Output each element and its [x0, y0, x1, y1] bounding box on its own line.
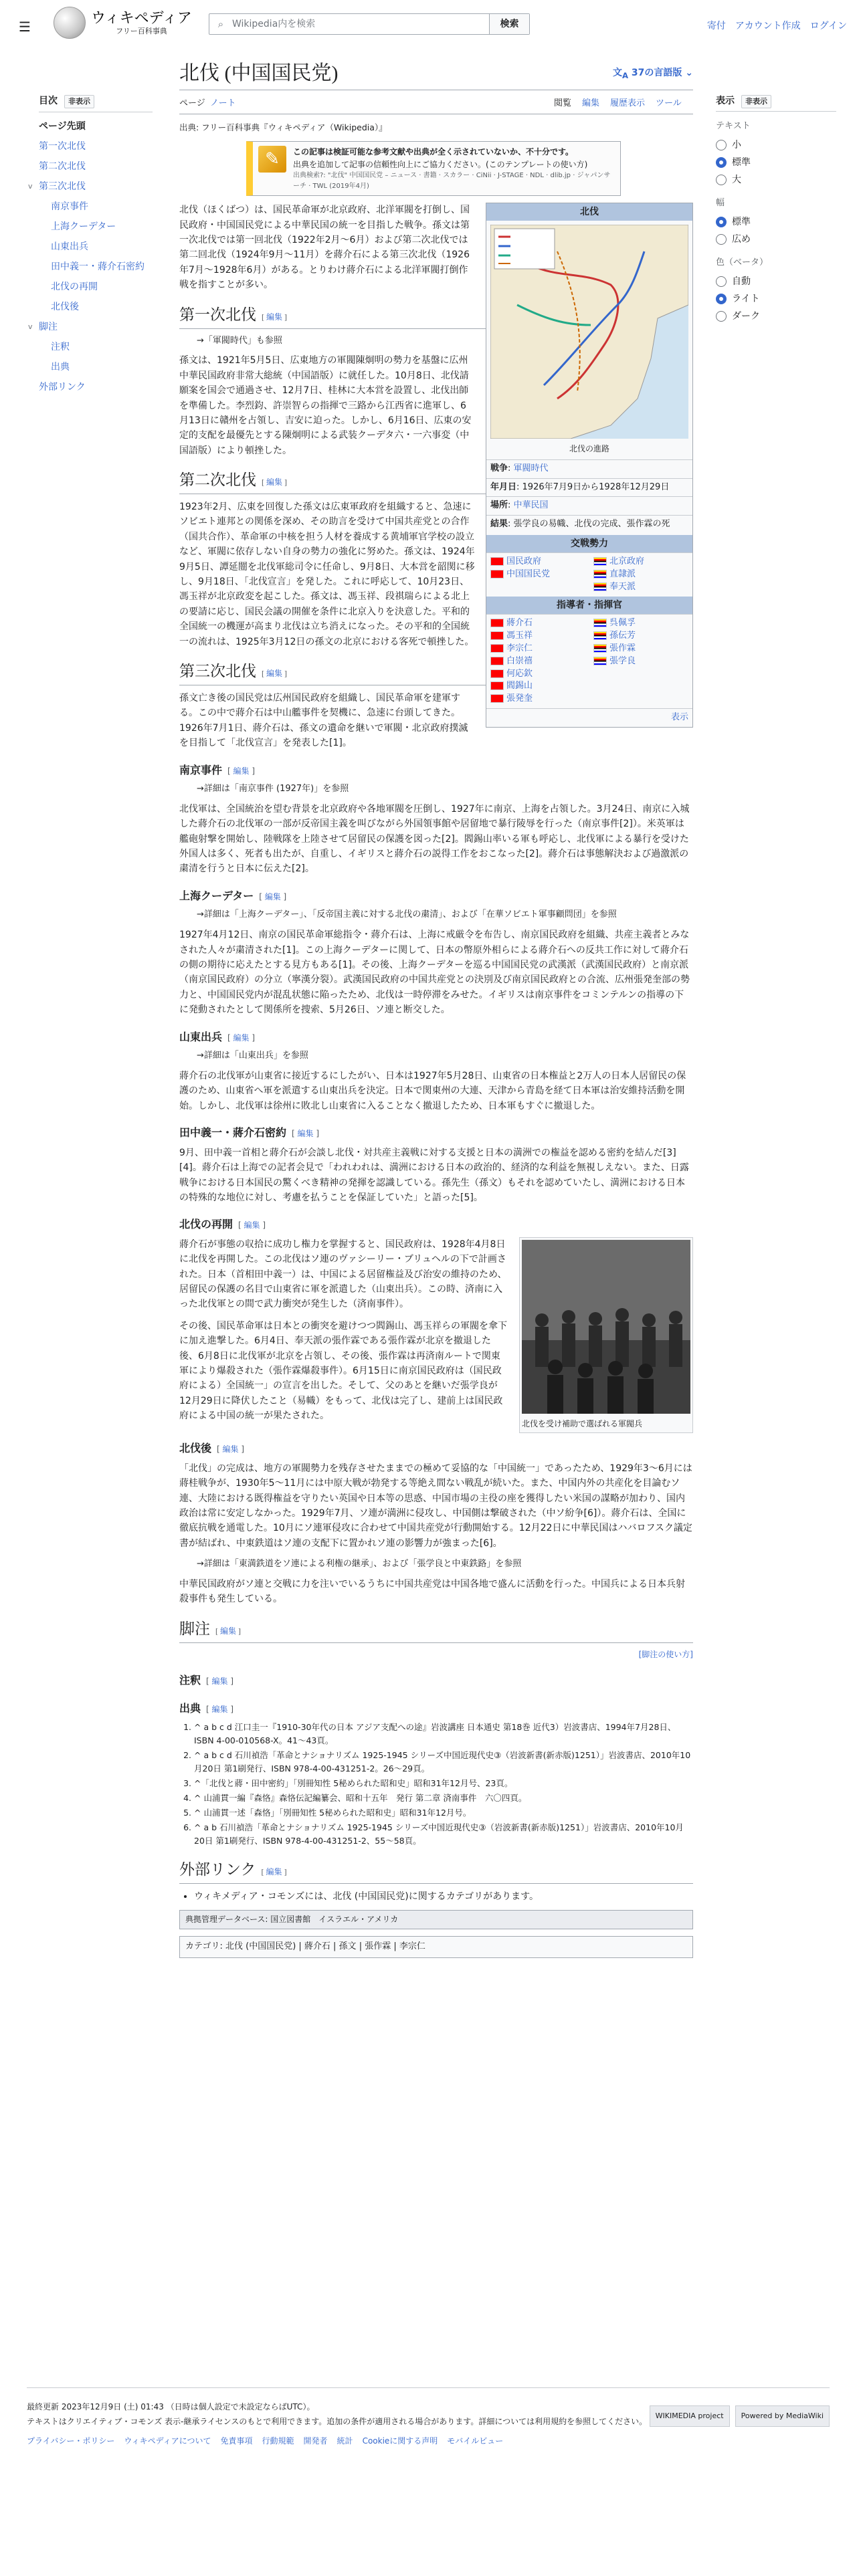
external-links	[179, 1889, 693, 1904]
site-name: ウィキペディア	[91, 9, 192, 27]
radio-button[interactable]	[716, 311, 727, 322]
subsection-heading: 南京事件 [ 編集 ]	[179, 763, 256, 776]
toc-item[interactable]	[39, 357, 153, 377]
ambox-notice	[246, 141, 621, 196]
commanders-a	[486, 615, 589, 708]
sideA-item	[490, 568, 585, 581]
photo-caption: 北伐を受け補助で選ばれる軍閥兵	[522, 1419, 643, 1429]
tab-tools[interactable]: ツール	[656, 98, 682, 108]
edit-link[interactable]: 編集	[220, 1626, 237, 1636]
entity-link[interactable]: 張学良	[609, 655, 636, 666]
radio-option[interactable]	[716, 308, 836, 325]
flag-icon	[490, 669, 504, 678]
toggle-chevron-icon[interactable]: v	[28, 182, 33, 191]
entity-link[interactable]: 呉佩孚	[609, 618, 636, 629]
footer-link[interactable]: 開発者	[303, 2436, 328, 2446]
entity-link[interactable]: 閻錫山	[506, 681, 533, 691]
paragraph: 1927年4月12日、南京の国民革命軍総指令・蔣介石は、上海に戒厳令を布告し、南京国民政府を組織、共産主義者とみなされた人々が粛清された[1]。この上海クーデターに関して、日本の幣原外相らによる蔣介石への反共工作に対して蔣介石の側の期待に応えたとする見方もある[1]。その後、上海クーデターを巡る中国国民党の武漢派（武漢国民政府）と南京派（南京国民政府）の分立（寧漢分裂）。武漢国民政府の中国共産党との決別及び南京国民政府との合流、広州張発奎部の勢力と、中国国民党内が混乱状態に陥ったため、北伐は一時停滞をみせた。イギリスは南京事件をコミンテルンの指導の下に発動されたとして関係所を捜索、5月26日、ソ連と断交した。	[179, 930, 690, 1016]
sideA-item	[490, 556, 585, 568]
map-caption: 北伐の進路	[569, 444, 609, 454]
subsection-heading: 山東出兵 [ 編集 ]	[179, 1030, 256, 1043]
category-bar[interactable]: カテゴリ: 北伐 (中国国民党) | 蔣介石 | 孫文 | 張作霖 | 李宗仁	[179, 1936, 693, 1958]
belligerents-header: 交戦勢力	[486, 535, 692, 552]
cmdA-item	[490, 693, 585, 706]
sideB-item	[593, 568, 688, 581]
place-value[interactable]: 中華民国	[513, 500, 549, 511]
wikimedia-badge[interactable]: WIKIMEDIA project	[650, 2405, 730, 2427]
entity-link[interactable]: 李宗仁	[506, 643, 533, 653]
notes-section	[179, 1619, 693, 1958]
radio-option[interactable]	[716, 273, 836, 290]
toc-item-label: 出典	[51, 362, 70, 373]
paragraph: 9月、田中義一首相と蔣介石が会談し北伐・対共産主義戦に対する支援と日本の満洲での権益を認める密約を結んだ[3][4]。蔣介石は上海での記者会見で「われわれは、満洲における日本の政治的、経済的な利益を無視しえない。また、日露戦争における日本国民の驚くべき精神の発揮を認識している。孫先生（孫文）もそれを認めていたし、満洲における日本の特殊的な地位に対し、考慮を払うことを保証していた」と語った[5]。	[179, 1147, 689, 1203]
radio-button[interactable]	[716, 294, 727, 304]
edit-link[interactable]: 編集	[266, 668, 283, 678]
tab-talk[interactable]: ノート	[210, 98, 236, 108]
cmdA-item	[490, 655, 585, 668]
ambox-body: 出典を追加して記事の信頼性向上にご協力ください。(このテンプレートの使い方)	[293, 159, 588, 169]
flag-icon	[593, 657, 607, 665]
paragraph: 蔣介石の北伐軍が山東省に接近するにしたがい、日本は1927年5月28日、山東省の日本権益と2万人の日本人居留民の保護のため、山東省へ軍を派遣する山東出兵を決定。日本で関東州の大連、天津から青島を経て日本軍は治安維持活動を開始。しかし、北伐軍は徐州に敗北し山東省に入ることなく撤退したため、日本軍もすぐに撤退した。	[179, 1071, 686, 1111]
belligerents-b	[589, 553, 692, 597]
entity-link[interactable]: 国民政府	[506, 556, 542, 567]
footer	[27, 2387, 830, 2448]
infobox-map[interactable]	[486, 221, 692, 459]
notes-help-link[interactable]: [脚注の使い方]	[638, 1649, 693, 1659]
edit-link[interactable]: 編集	[297, 1129, 314, 1139]
hatnote[interactable]: →「軍閥時代」も参照	[197, 335, 282, 346]
footer-links	[27, 2435, 830, 2448]
flag-icon	[490, 681, 504, 690]
toc-item-label: 山東出兵	[51, 241, 88, 253]
subsection-heading: 注釈 [ 編集 ]	[179, 1674, 234, 1687]
hatnote[interactable]: →詳細は「南京事件 (1927年)」を参照	[197, 784, 349, 794]
paragraph: 北伐軍は、全国統治を望む背景を北京政府や各地軍閥を圧倒し、1927年に南京、上海を占領した。3月24日、南京に入城した蔣介石の北伐軍の一部が反帝国主義を叫びながら外国領事館や居留地で暴行陵辱を行った（南京事件[2]）。米英軍は艦砲射撃を開始し、陸戦隊を上陸させて居留民の保護を図った[2]。閻錫山率いる軍も呼応し、北伐軍による暴行を受けた外国人は多く、死者も出たが、自重し、イギリスと蔣介石の説得工作をおこなった[2]。蔣介石は事態解決および過激派の粛清を行うと日本に伝えた[2]。	[179, 803, 690, 875]
reference-item: 3. ^「北伐と蔣・田中密約」「別冊知性 5秘められた昭和史」昭和31年12月号、23頁。	[194, 1777, 693, 1790]
radio-button[interactable]	[716, 140, 727, 150]
radio-label: ライト	[732, 293, 760, 304]
flag-icon	[593, 644, 607, 653]
reference-item: 6. ^ a b 石川禎浩「革命とナショナリズム 1925-1945 シリーズ中国近現代史③（岩波新書(新赤版)1251）」岩波書店、2010年10月20日 第1刷発行、ISBN 978-4-00-431251-2、55〜58頁。	[194, 1821, 693, 1848]
appearance-sidebar	[716, 94, 836, 325]
paragraph: 蔣介石が事態の収拾に成功し権力を掌握すると、国民政府は、1928年4月8日に北伐を再開した。この北伐はソ連のヴァシーリー・ブリュヘルの下で計画された。日本（首相田中義一）は、中国による居留権益及び治安の維持のため、居留民の保護の名目で山東省に軍を派遣した（山東出兵）。この時、済南に入った北伐軍との間で武力衝突が発生した（済南事件）。	[179, 1239, 507, 1310]
cmdB-item	[593, 643, 688, 655]
radio-option[interactable]	[716, 154, 836, 171]
toc-list	[28, 116, 153, 397]
search-input[interactable]: Wikipedia内を検索	[232, 18, 316, 29]
toc-item-label: 南京事件	[51, 201, 88, 213]
section-title: 脚注	[179, 1620, 210, 1637]
belligerents	[486, 552, 692, 597]
date-value: 1926年7月9日から1928年12月29日	[522, 481, 670, 492]
flag-icon	[490, 657, 504, 665]
section-heading: 第三次北伐 [ 編集 ]	[179, 661, 693, 685]
cmdA-item	[490, 668, 585, 681]
edit-link[interactable]: 編集	[222, 1444, 239, 1455]
edit-link[interactable]: 編集	[233, 766, 250, 776]
photo-thumb[interactable]	[519, 1237, 693, 1433]
footer-link[interactable]: 行動規範	[262, 2436, 294, 2446]
site-logo[interactable]	[54, 7, 192, 39]
section-heading: 第一次北伐 [ 編集 ]	[179, 305, 693, 329]
header	[0, 0, 859, 47]
toc-item-label: 外部リンク	[39, 382, 86, 393]
entity-link[interactable]: 白崇禧	[506, 655, 533, 666]
toc-item-label: 田中義一・蔣介石密約	[51, 261, 145, 273]
radio-label: 大	[732, 175, 741, 186]
entity-link[interactable]: 北京政府	[609, 556, 645, 567]
footer-link[interactable]: 統計	[337, 2436, 353, 2446]
search-box	[209, 13, 530, 35]
entity-link[interactable]: 中国国民党	[506, 569, 551, 580]
page-title: 北伐 (中国国民党)	[179, 60, 693, 90]
infobox-war: 戦争: 軍閥時代	[486, 459, 692, 478]
page-tabs	[179, 90, 693, 114]
radio-label: 標準	[732, 216, 751, 227]
radio-button[interactable]	[716, 234, 727, 245]
entity-link[interactable]: 蔣介石	[506, 618, 533, 629]
radio-button[interactable]	[716, 276, 727, 287]
commanders-header: 指導者・指揮官	[486, 597, 692, 614]
edit-link[interactable]: 編集	[266, 1867, 282, 1877]
toc-item[interactable]	[39, 337, 153, 357]
paragraph: その後、国民革命軍は日本との衝突を避けつつ閻錫山、馮玉祥らの軍閥を傘下に加え進撃した。6月4日、奉天派の張作霖である張作霖が北京を撤退した後、6月8日に北伐軍が北京を占領し、その後、張作霖は再済南ルートで関東軍により爆殺された（張作霖爆殺事件）。6月15日に南京国民政府は（国民政府による）全国統一」の宣言を出した。そして、父のあとを継いだ張学良が12月29日に降伏したこと（易幟）をもって、北伐は完了し、建前上は国民政府による中国の統一が果たされた。	[179, 1320, 507, 1422]
subsection-title: 北伐の再開	[179, 1218, 233, 1231]
book-icon: ✎	[258, 146, 286, 173]
ambox-title: この記事は検証可能な参考文献や出典が全く示されていないか、不十分です。	[293, 147, 574, 156]
commanders	[486, 614, 692, 708]
radio-label: 広め	[732, 233, 751, 245]
footer-link[interactable]: Cookieに関する声明	[362, 2436, 438, 2446]
flag-icon	[490, 631, 504, 640]
main-menu-icon[interactable]: ☰	[19, 19, 31, 35]
entity-link[interactable]: 張作霖	[609, 643, 636, 653]
section-heading: 脚注 [ 編集 ]	[179, 1619, 693, 1643]
toc-item-label: 第二次北伐	[39, 161, 86, 173]
subsection-title: 出典	[179, 1701, 201, 1715]
entity-link[interactable]: 直隷派	[609, 569, 636, 580]
hatnote[interactable]: →詳細は「東満鉄道をソ連による利権の継承」、および「張学良と中東鉄路」を参照	[197, 1559, 522, 1570]
subsection-title: 南京事件	[179, 763, 223, 776]
toc-item-label: 第一次北伐	[39, 141, 86, 152]
subsection-title: 注釈	[179, 1674, 201, 1687]
toc-item-label: 脚注	[39, 322, 58, 333]
toc-title: 目次	[39, 96, 58, 106]
radio-label: 小	[732, 140, 741, 151]
subsection-heading: 出典 [ 編集 ]	[179, 1701, 234, 1715]
radio-button[interactable]	[716, 217, 727, 227]
radio-button[interactable]	[716, 175, 727, 185]
subsection-heading: 北伐後 [ 編集 ]	[179, 1442, 245, 1455]
globe-icon	[54, 7, 86, 39]
toc-sidebar	[28, 94, 153, 397]
subsection-heading: 上海クーデター [ 編集 ]	[179, 889, 287, 902]
footer-link[interactable]: モバイルビュー	[447, 2436, 504, 2446]
cmdB-item	[593, 655, 688, 668]
result-label: 結果	[490, 519, 508, 530]
flag-icon	[490, 694, 504, 703]
flag-icon	[593, 582, 607, 591]
commons-link[interactable]: • ウィキメディア・コモンズには、北伐 (中国国民党)に関するカテゴリがあります。	[194, 1889, 693, 1904]
subsection-title: 山東出兵	[179, 1030, 223, 1043]
entity-link[interactable]: 張発奎	[506, 693, 533, 704]
user-links	[707, 19, 847, 33]
language-count: 37の言語版	[631, 68, 682, 78]
footer-link[interactable]: プライバシー・ポリシー	[27, 2436, 115, 2446]
belligerents-a	[486, 553, 589, 597]
edit-link[interactable]: 編集	[211, 1704, 228, 1714]
search-button[interactable]: 検索	[489, 14, 529, 34]
toc-item[interactable]	[39, 156, 153, 177]
width-options	[716, 213, 836, 248]
footer-link[interactable]: 免責事項	[220, 2436, 253, 2446]
hatnote[interactable]: →詳細は「山東出兵」を参照	[197, 1051, 308, 1061]
appearance-hide-button[interactable]: 非表示	[741, 95, 771, 108]
reference-item: 5. ^ 山浦貫一述「森恪」「別冊知性 5秘められた昭和史」昭和31年12月号。	[194, 1806, 693, 1820]
text-size-options	[716, 136, 836, 189]
flag-icon	[593, 619, 607, 627]
infobox-result: 結果: 張学良の易幟、北伐の完成、張作霖の死	[486, 515, 692, 534]
radio-label: 標準	[732, 157, 751, 169]
radio-label: 自動	[732, 276, 751, 287]
sideB-item	[593, 556, 688, 568]
infobox	[486, 203, 693, 728]
mediawiki-badge[interactable]: Powered by MediaWiki	[735, 2405, 830, 2427]
toc-item[interactable]	[28, 177, 153, 197]
cmdA-item	[490, 630, 585, 643]
toc-item-label: 第三次北伐	[39, 181, 86, 193]
subsection-heading: 北伐の再開 [ 編集 ]	[179, 1218, 266, 1231]
tab-edit[interactable]: 編集	[582, 98, 600, 108]
toc-item[interactable]	[39, 136, 153, 156]
entity-link[interactable]: 馮玉祥	[506, 631, 533, 641]
radio-option[interactable]	[716, 290, 836, 308]
color-label: 色（ベータ）	[716, 257, 769, 267]
hatnote[interactable]: →詳細は「上海クーデター」、「反帝国主義に対する北伐の粛清」、および「在華ソビエト軍事顧問団」を参照	[197, 909, 617, 920]
user-link[interactable]: 寄付	[706, 21, 726, 31]
from-line: 出典: フリー百科事典『ウィキペディア（Wikipedia）』	[179, 122, 387, 132]
ambox-sources[interactable]: 出典検索?: "北伐" 中国国民党 – ニュース · 書籍 · スカラー · CiNii · J-STAGE · NDL · dlib.jp · ジャパンサーチ · TWL (2019年4月)	[293, 172, 611, 190]
search-icon: ⌕	[217, 18, 224, 30]
radio-option[interactable]	[716, 136, 836, 154]
color-options	[716, 273, 836, 325]
width-label: 幅	[716, 198, 725, 209]
commanders-b	[589, 615, 692, 708]
toc-item[interactable]	[39, 277, 153, 297]
subsection-title: 上海クーデター	[179, 889, 254, 902]
subsection-heading: 田中義一・蔣介石密約 [ 編集 ]	[179, 1126, 320, 1140]
section-heading: 第二次北伐 [ 編集 ]	[179, 470, 693, 494]
appearance-title: 表示	[716, 96, 735, 106]
license-text: テキストはクリエイティブ・コモンズ 表示-継承ライセンスのもとで利用できます。追加の条件が適用される場合があります。詳細については利用規約を参照してください。	[27, 2417, 648, 2427]
tab-history[interactable]: 履歴表示	[610, 98, 646, 108]
toc-item[interactable]	[28, 317, 153, 337]
entity-link[interactable]: 奉天派	[609, 582, 636, 593]
flag-icon	[490, 644, 504, 653]
infobox-title: 北伐	[486, 203, 692, 221]
cmdA-item	[490, 643, 585, 655]
appearance-header	[716, 94, 836, 112]
paragraph: 1923年2月、広東を回復した孫文は広東軍政府を組織すると、急速にソビエト連邦との関係を深め、その助言を受けて中国共産党との合作（国共合作）、革命軍の中核を担う人材を養成する黄埔軍官学校の設立など、軍閥に依存しない自身の勢力の強化に努めた。孫文は、1924年9月5日、譚延闓を北伐軍総司令に任命し、9月8日、大本営を韶関に移し、9月18日、「北伐宣言」を発した。これに呼応して、10月23日、馮玉祥が北京政変を起こした。孫文は、馮玉祥、段祺瑞らによる北上の要請に応じ、国民会議の開催を条件に北京入りを決意した。平和的全国統一の機運が高まり北伐は立ち消えになった。その平和的全国統一の流れは、1925年3月12日の孫文の北京における客死で頓挫した。	[179, 502, 475, 647]
flag-icon	[490, 557, 504, 566]
toc-item[interactable]	[39, 297, 153, 317]
radio-option[interactable]	[716, 231, 836, 248]
cmdB-item	[593, 617, 688, 630]
flag-icon	[490, 619, 504, 627]
toc-item[interactable]	[39, 237, 153, 257]
paragraph: 孫文亡き後の国民党は広州国民政府を組織し、国民革命軍を建軍する。この中で蔣介石は中山艦事件を契機に、急速に台頭してきた。1926年7月1日、蔣介石は、孫文の遺命を継いで軍閥・北京政府撲滅を目指して「北伐宣言」を発表した[1]。	[179, 692, 468, 749]
lead-paragraph: 北伐（ほくばつ）は、国民革命軍が北京政府、北洋軍閥を打倒し、国民政府・中国国民党による中華民国の統一を目指した戦争。孫文は第一次北伐では第一回北伐（1922年2月〜6月）および第二次北伐では第二回北伐（1924年9月〜11月）を蔣介石による第三次北伐（1926年7月〜1928年6月）がある。とりわけ蔣介石による北洋軍閥打倒作戦を指すことが多い。	[179, 205, 470, 291]
paragraph: 「北伐」の完成は、地方の軍閥勢力を残存させたままでの極めて妥協的な「中国統一」であったため、1929年3〜6月には蔣桂戦争が、1930年5〜11月には中原大戦が勃発する等絶え間ない戦乱が続いた。また、中国内外の共産化を目論むソ連、大陸における既得権益を守りたい英国や日本等の思惑、中国市場の主役の座を獲得したい米国の謀略が加わり、国内政治は常に安定しなかった。1929年7月、ソ連が満洲に侵攻し、中国側は撃破された（中ソ紛争[6]）。蔣介石は、全国に徹底抗戦を通電した。10月にソ連軍侵攻に合わせて中国共産党が行動開始する。12月22日に中華民国はハバロフスク議定書が結ばれ、中東鉄道はソ連の支配下に置かれソ連の影響力が強まった[6]。	[179, 1463, 692, 1549]
section-heading: 外部リンク [ 編集 ]	[179, 1860, 693, 1884]
flag-icon	[593, 631, 607, 640]
toc-item-label: 上海クーデター	[51, 221, 116, 233]
subsection-title: 田中義一・蔣介石密約	[179, 1126, 287, 1140]
toc-item-label: 北伐の再開	[51, 282, 98, 293]
reference-item: 2. ^ a b c d 石川禎浩「革命とナショナリズム 1925-1945 シリーズ中国近現代史③（岩波新書(新赤版)1251）」岩波書店、2010年10月20日 第1刷発行、ISBN 978-4-00-431251-2。26〜29頁。	[194, 1749, 693, 1776]
edit-link[interactable]: 編集	[244, 1220, 260, 1230]
language-button[interactable]: 文$_A$ 37の言語版 ⌄	[613, 68, 693, 80]
cmdB-item	[593, 630, 688, 643]
edit-link[interactable]: 編集	[266, 312, 283, 322]
paragraph: 中華民国政府がソ連と交戦に力を注いでいるうちに中国共産党は中国各地で盛んに活動を行った。中国兵による日本兵射殺事件も発生している。	[179, 1579, 685, 1605]
result-value: 張学良の易幟、北伐の完成、張作霖の死	[513, 519, 670, 530]
tab-read[interactable]: 閲覧	[554, 98, 572, 108]
flag-icon	[593, 570, 607, 578]
cmdA-item	[490, 680, 585, 693]
toc-item-label: 注釈	[51, 342, 70, 353]
edit-link[interactable]: 編集	[266, 477, 283, 488]
user-link[interactable]: アカウント作成	[735, 21, 801, 31]
flag-icon	[593, 557, 607, 566]
toc-item[interactable]	[39, 377, 153, 397]
reference-item: 1. ^ a b c d 江口圭一『1910-30年代の日本 アジア支配への途』岩波講座 日本通史 第18巻 近代3）岩波書店、1994年7月28日、ISBN 4-00-010568-X。41〜43頁。	[194, 1721, 693, 1747]
edit-link[interactable]: 編集	[211, 1677, 228, 1686]
date-label: 年月日	[490, 481, 517, 492]
text-size-label: テキスト	[716, 121, 751, 132]
show-button[interactable]: 表示	[670, 712, 688, 723]
toc-item[interactable]	[39, 197, 153, 217]
infobox-date: 年月日: 1926年7月9日から1928年12月29日	[486, 478, 692, 497]
main-content	[179, 60, 693, 1965]
edit-link[interactable]: 編集	[233, 1033, 250, 1043]
paragraph: 孫文は、1921年5月5日、広東地方の軍閥陳炯明の勢力を基盤に広州中華民国政府非常大総統（中国語版）に就任した。10月8日、北伐請願案を国会で通過させ、12月7日、桂林に大本営を設置し、北伐出師を準備した。李烈鈞、許崇智らの指揮で三路から江西省に進軍し、6月13日に贛州を占領し、吉安に迫った。しかし、6月16日、広東の安定的支配を最優先とする陳炯明による武装クーデタ六・一六事変（中国語版）により頓挫した。	[179, 355, 472, 456]
reference-item: 4. ^ 山浦貫一編『森恪』森恪伝記編纂会、昭和十五年 発行 第二章 済南事件 六〇四頁。	[194, 1792, 693, 1805]
radio-label: ダーク	[732, 310, 760, 322]
section-title: 外部リンク	[179, 1861, 256, 1879]
radio-button[interactable]	[716, 157, 727, 168]
map-image	[490, 225, 688, 439]
user-link[interactable]: ログイン	[809, 21, 847, 31]
infobox-show	[486, 708, 692, 727]
cmdA-item	[490, 617, 585, 630]
subsection-title: 北伐後	[179, 1442, 212, 1455]
flag-icon	[490, 570, 504, 578]
last-updated: 最終更新 2023年12月9日 (土) 01:43 （日時は個人設定で未設定ならばUTC）。	[27, 2402, 315, 2411]
soldiers-photo	[522, 1240, 690, 1414]
footer-link[interactable]: ウィキペディアについて	[124, 2436, 211, 2446]
site-subtitle: フリー百科事典	[116, 26, 167, 35]
section-title: 第三次北伐	[179, 662, 256, 679]
entity-link[interactable]: 孫伝芳	[609, 631, 636, 641]
toc-hide-button[interactable]: 非表示	[64, 95, 94, 108]
footer-badges	[650, 2405, 830, 2427]
sideB-item	[593, 581, 688, 594]
toc-item[interactable]	[39, 116, 153, 136]
section-title: 第二次北伐	[179, 471, 256, 489]
section-title: 第一次北伐	[179, 306, 256, 323]
radio-option[interactable]	[716, 171, 836, 189]
war-label: 戦争	[490, 463, 508, 473]
infobox-place: 場所: 中華民国	[486, 496, 692, 515]
war-value[interactable]: 軍閥時代	[513, 463, 549, 473]
toggle-chevron-icon[interactable]: v	[28, 322, 33, 332]
edit-link[interactable]: 編集	[264, 891, 281, 901]
place-label: 場所	[490, 500, 508, 511]
reference-list	[194, 1721, 693, 1848]
toc-item[interactable]	[39, 217, 153, 237]
authority-control[interactable]: 典拠管理データベース: 国立図書館 イスラエル・アメリカ	[179, 1910, 693, 1929]
toc-item-label: 北伐後	[51, 302, 79, 313]
entity-link[interactable]: 何応欽	[506, 668, 533, 679]
radio-option[interactable]	[716, 213, 836, 231]
tab-page[interactable]: ページ	[179, 98, 205, 108]
toc-item-label: ページ先頭	[39, 121, 86, 132]
toc-header	[39, 94, 153, 112]
toc-item[interactable]	[39, 257, 153, 277]
